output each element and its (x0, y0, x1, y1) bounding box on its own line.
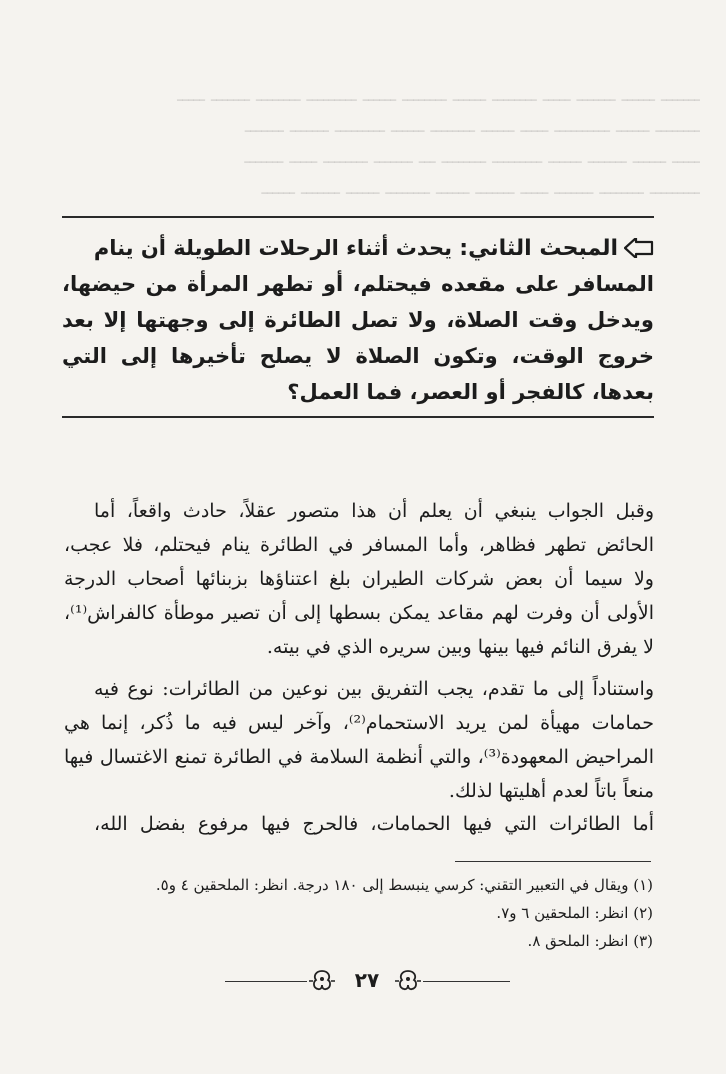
page-number: ٢٧ (354, 968, 380, 992)
ornament-icon (395, 969, 421, 993)
bleed-through-text: ـــــ ــــــ ـــــــ ــــــ ـــــــــ ــــــــ ـــ ـــــــ ــــــــ ـــــ ـــــــ (244, 146, 700, 168)
paragraph-line: المراحيض المعهودة⁽³⁾، والتي أنظمة السلامة في الطائرة تمنع الاغتسال فيها (64, 746, 654, 768)
footnote-3: (٣) انظر: الملحق ٨. (527, 932, 653, 950)
question-line-5: بعدها، كالفجر أو العصر، فما العمل؟ (287, 380, 654, 404)
paragraph-line: وقبل الجواب ينبغي أن يعلم أن هذا متصور عقلاً، حادث واقعاً، أما (94, 500, 654, 522)
page-footer (225, 967, 510, 997)
paragraph-line: الأولى أن وفرت لهم مقاعد يمكن بسطها إلى أن تصير موطأة كالفراش⁽¹⁾، (64, 602, 654, 624)
paragraph-line: أما الطائرات التي فيها الحمامات، فالحرج فيها مرفوع بفضل الله، (94, 813, 654, 835)
bleed-through-text: ـــــــــ ــــــــ ـــــــ ـــــ ـــــــ ــــــ ــــــــ ــــــ ـــــــ ــــــ (261, 177, 700, 199)
paragraph-line: ولا سيما أن بعض شركات الطيران بلغ اعتناؤها بزبنائها أصحاب الدرجة (64, 568, 654, 590)
footnote-rule (455, 861, 651, 862)
question-top-rule (62, 216, 654, 218)
paragraph-line: حمامات مهيأة لمن يريد الاستحمام⁽²⁾، وآخر ليس فيه ما ذُكر، إنما هي (64, 712, 654, 734)
footer-right-line (423, 981, 510, 982)
paragraph-line: الحائض تطهر فظاهر، وأما المسافر في الطائرة ينام فيحتلم، فلا عجب، (64, 534, 654, 556)
footnote-1: (١) ويقال في التعبير التقني: كرسي ينبسط إلى ١٨٠ درجة. انظر: الملحقين ٤ و٥. (155, 876, 653, 894)
question-line-4: خروج الوقت، وتكون الصلاة لا يصلح تأخيرها إلى التي (62, 344, 654, 368)
bleed-through-text: ـــــــ ــــــ ـــــــ ـــــ ــــــــ ــــــ ــــــــ ــــــ ـــــــــ ــــــــ ـــــــ ـــــ (177, 84, 700, 106)
paragraph-line: واستناداً إلى ما تقدم، يجب التفريق بين نوعين من الطائرات: نوع فيه (94, 678, 654, 700)
question-line-3: ويدخل وقت الصلاة، ولا تصل الطائرة إلى وجهتها إلا بعد (62, 308, 654, 332)
arrow-icon (624, 238, 654, 258)
paragraph-line: لا يفرق النائم فيها بينها وبين سريره الذي في بيته. (266, 636, 654, 658)
ornament-icon (309, 969, 335, 993)
bleed-through-text: ــــــــ ــــــ ــــــــــ ـــــ ــــــ ــــــــ ــــــ ـــــــــ ـــــــ ـــــــ (244, 115, 700, 137)
footer-left-line (225, 981, 307, 982)
question-line-2: المسافر على مقعده فيحتلم، أو تطهر المرأة من حيضها، (62, 272, 654, 296)
question-bottom-rule (62, 416, 654, 418)
question-block (62, 222, 654, 414)
question-line-1 (62, 236, 654, 261)
question-text: يحدث أثناء الرحلات الطويلة أن ينام (93, 236, 452, 260)
question-label: المبحث الثاني: (459, 236, 618, 261)
paragraph-line: منعاً باتاً لعدم أهليتها لذلك. (448, 780, 654, 802)
footnote-2: (٢) انظر: الملحقين ٦ و٧. (496, 904, 653, 922)
